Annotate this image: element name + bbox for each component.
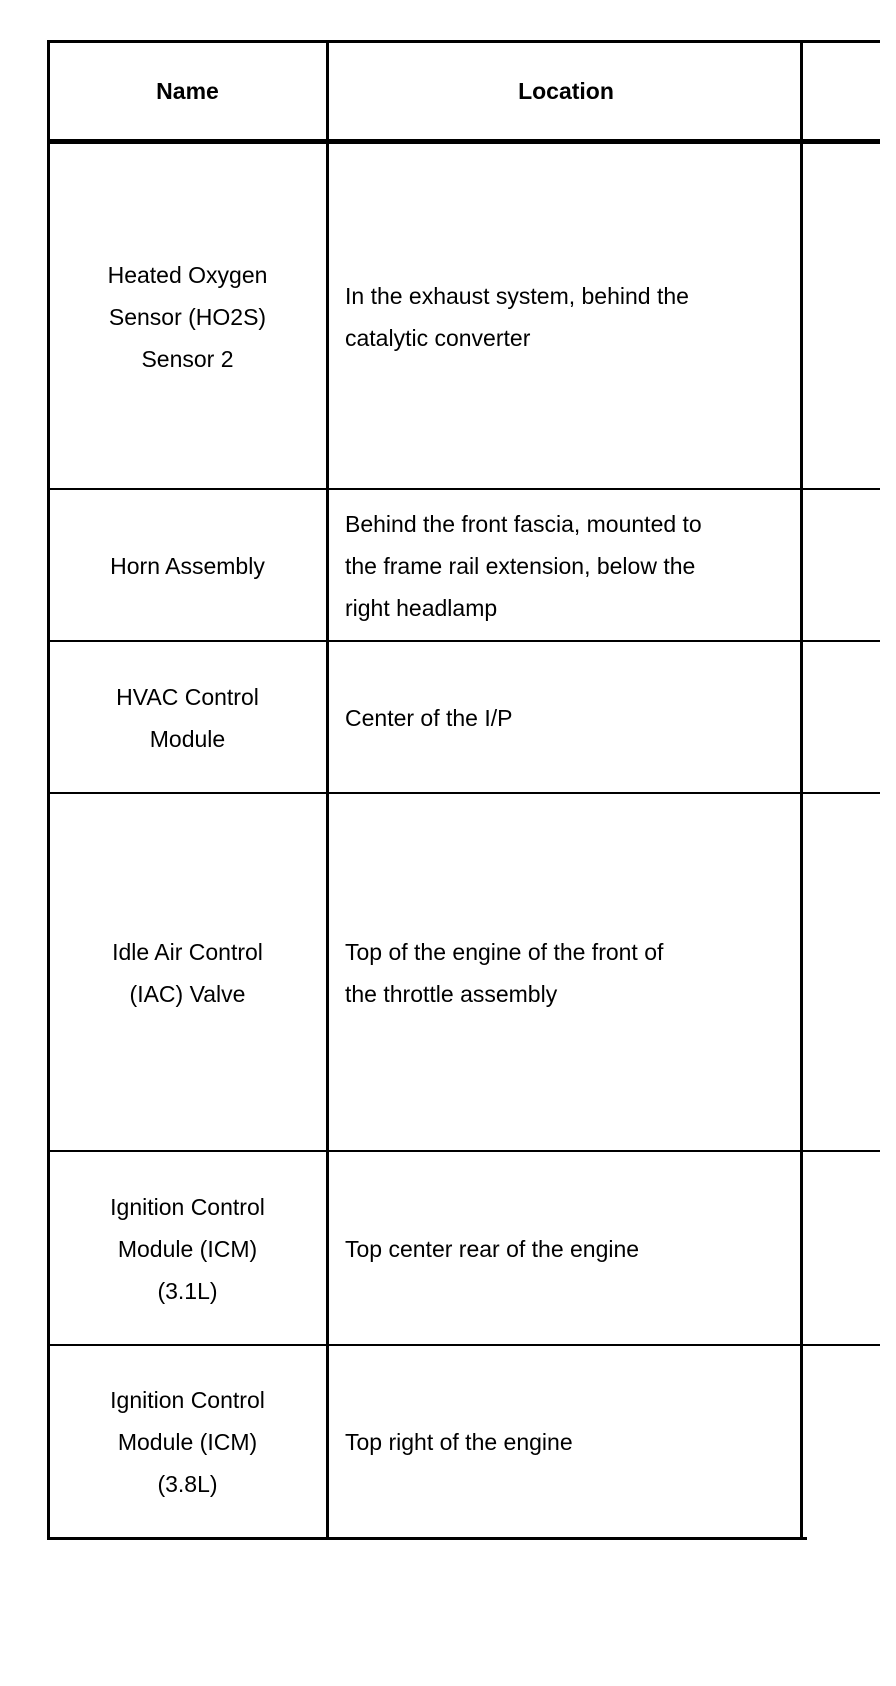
row-divider <box>47 792 880 794</box>
name-cell <box>47 1346 328 1538</box>
row-divider <box>47 1344 880 1346</box>
table-row <box>47 1152 803 1345</box>
row-divider <box>47 640 880 642</box>
table-left-border <box>47 40 50 1540</box>
location-cell <box>329 794 803 1151</box>
location-cell <box>329 490 803 641</box>
component-location: Top of the engine of the front of the throttle assembly <box>345 938 664 1007</box>
table-header-row <box>47 40 803 141</box>
table-row <box>47 1346 803 1538</box>
component-location: Top center rear of the engine <box>345 1235 640 1262</box>
location-cell <box>329 1346 803 1538</box>
location-cell <box>329 1152 803 1345</box>
name-cell <box>47 144 328 489</box>
column-divider <box>326 40 329 1540</box>
row-divider <box>47 488 880 490</box>
component-name: Ignition Control Module (ICM) (3.8L) <box>110 1387 265 1497</box>
component-name: Heated Oxygen Sensor (HO2S) Sensor 2 <box>107 261 268 372</box>
header-name-label: Name <box>156 77 219 104</box>
component-name: Idle Air Control (IAC) Valve <box>112 938 263 1007</box>
name-cell <box>47 1152 328 1345</box>
component-name: Ignition Control Module (ICM) (3.1L) <box>110 1193 265 1304</box>
location-cell <box>329 144 803 489</box>
name-cell <box>47 490 328 641</box>
table-right-border <box>800 40 803 1540</box>
location-cell <box>329 642 803 793</box>
header-location-label: Location <box>518 77 614 104</box>
component-location-table <box>47 40 817 1545</box>
table-top-border <box>47 40 880 43</box>
name-cell <box>47 794 328 1151</box>
table-row <box>47 490 803 641</box>
component-name: Horn Assembly <box>110 552 265 579</box>
header-name-cell <box>47 40 328 141</box>
header-divider <box>47 139 880 144</box>
name-cell <box>47 642 328 793</box>
component-location: Center of the I/P <box>345 704 513 731</box>
table-row <box>47 794 803 1151</box>
header-location-cell <box>329 40 803 141</box>
component-location: In the exhaust system, behind the catalytic converter <box>345 282 689 351</box>
component-name: HVAC Control Module <box>116 683 259 752</box>
component-location: Behind the front fascia, mounted to the frame rail extension, below the right headlamp <box>345 510 702 621</box>
table-row <box>47 642 803 793</box>
table-bottom-border <box>47 1537 807 1540</box>
component-location: Top right of the engine <box>345 1429 573 1455</box>
row-divider <box>47 1150 880 1152</box>
table-row <box>47 144 803 489</box>
